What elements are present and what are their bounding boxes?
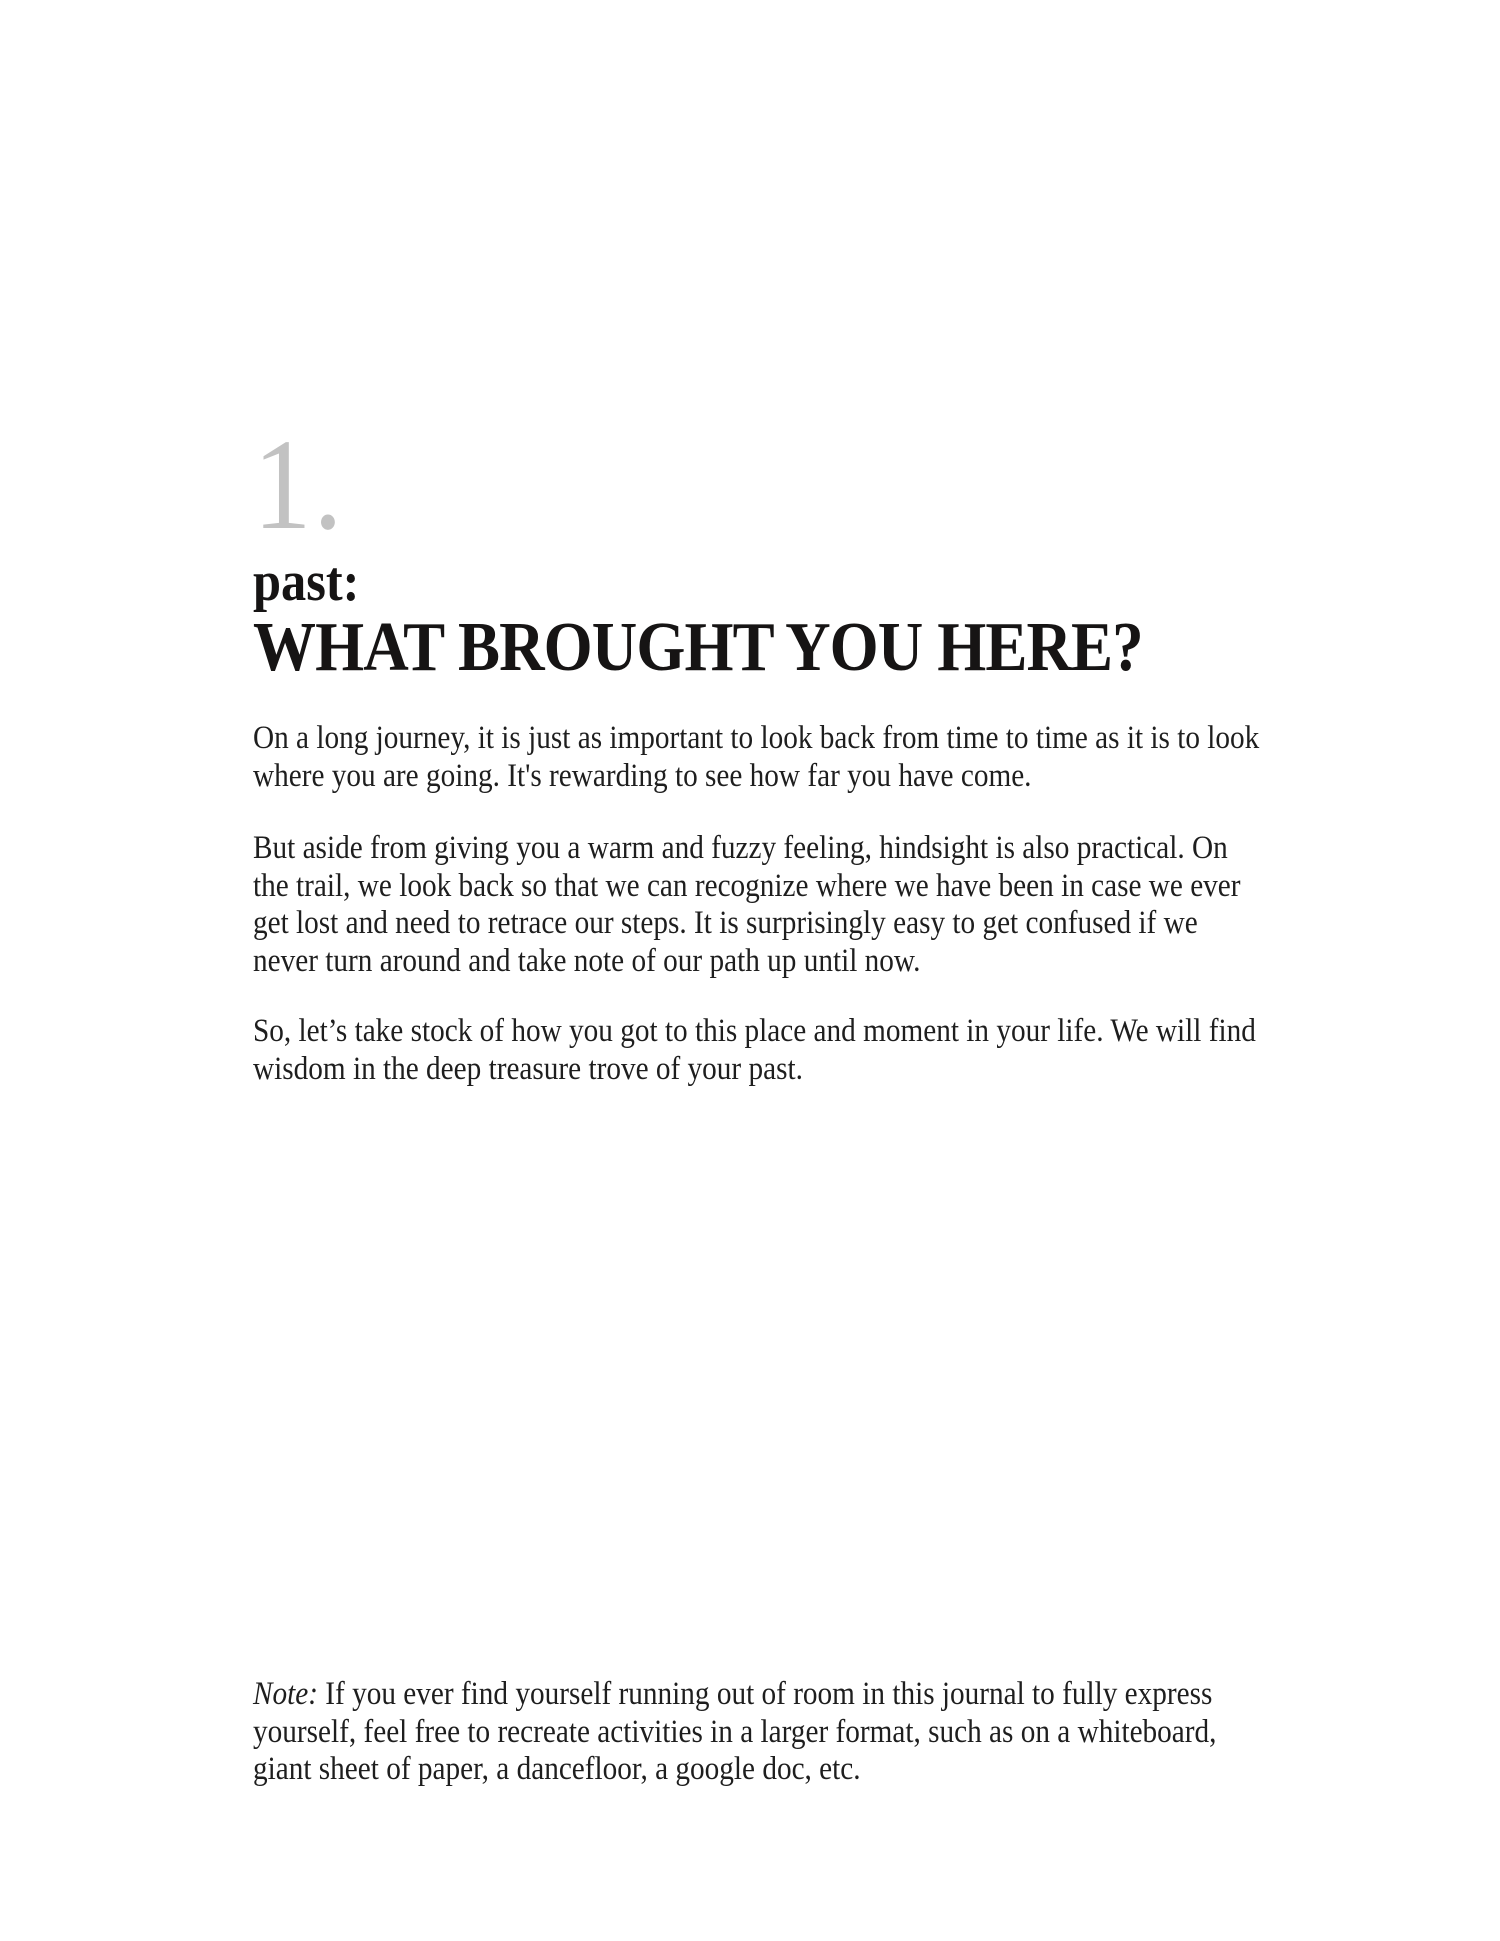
note-paragraph — [253, 1676, 1263, 1789]
note-text: If you ever find yourself running out of room in this journal to fully express yourself, feel free to recreate activities in a larger format, such as on a whiteboard, giant sheet of paper, a dancefloor, a google doc, etc. — [253, 1676, 1217, 1787]
paragraph-take-stock: So, let’s take stock of how you got to this place and moment in your life. We will find wisdom in the deep treasure trove of your past. — [253, 1013, 1256, 1087]
paragraph-hindsight: But aside from giving you a warm and fuzzy feeling, hindsight is also practical. On the trail, we look back so that we can recognize where we have been in case we ever get lost and need to retrace our steps. It is surprisingly easy to get confused if we never turn around and take note of our path up until now. — [253, 830, 1241, 979]
chapter-number: 1. — [253, 413, 345, 557]
chapter-title: WHAT BROUGHT YOU HERE? — [253, 609, 1143, 686]
paragraph-journey: On a long journey, it is just as important to look back from time to time as it is to look where you are going. It's rewarding to see how far you have come. — [253, 720, 1260, 794]
note-label: Note: — [253, 1676, 318, 1712]
chapter-label: past: — [253, 551, 360, 613]
text-column — [253, 0, 1378, 1941]
